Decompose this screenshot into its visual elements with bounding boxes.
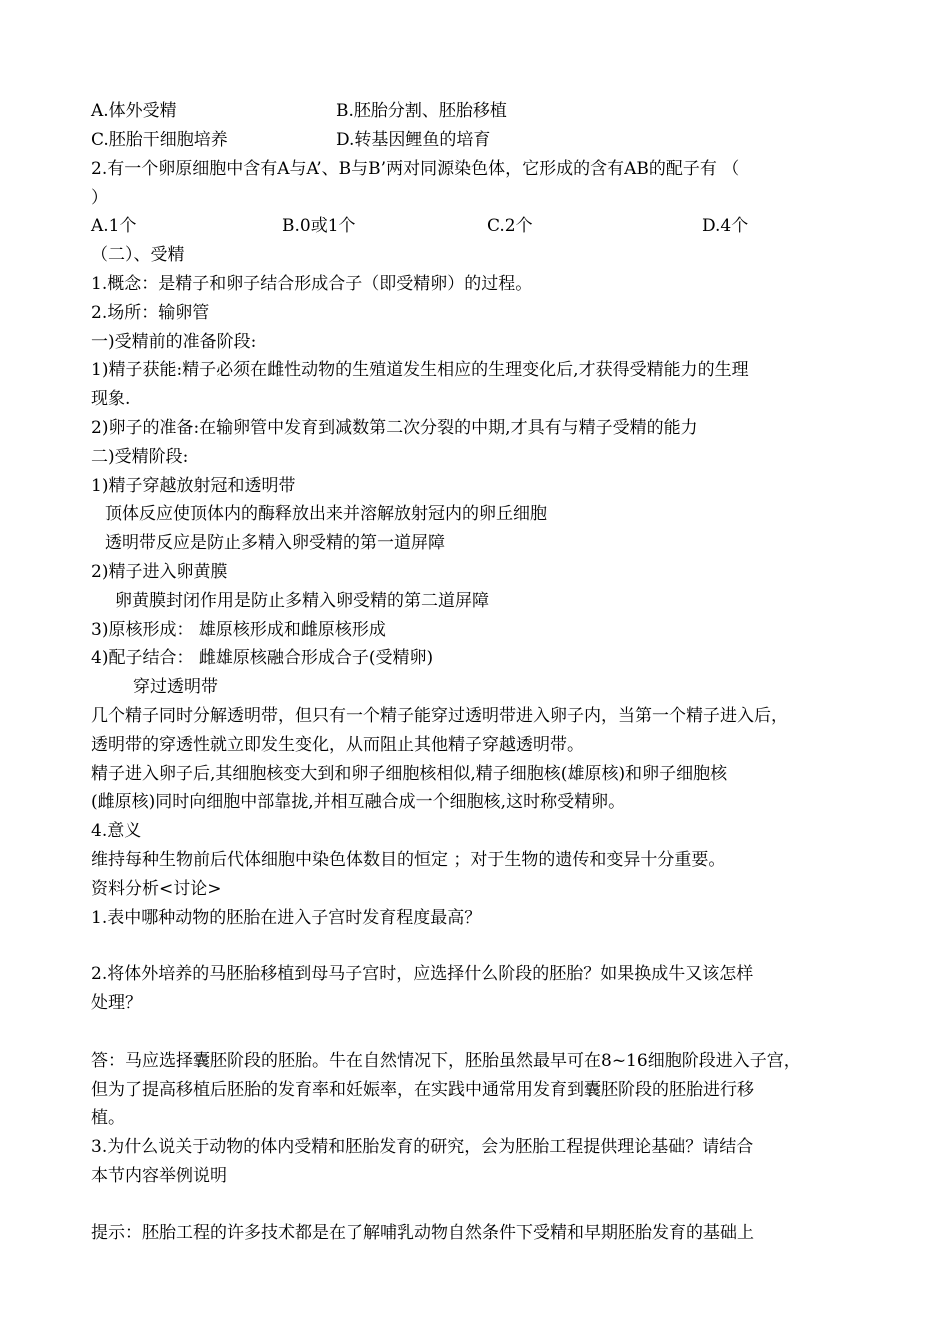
answer-2-a: 答：马应选择囊胚阶段的胚胎。牛在自然情况下，胚胎虽然最早可在8~16细胞阶段进入子宫，	[91, 1051, 801, 1071]
prep-stage-title: 一)受精前的准备阶段:	[91, 332, 257, 352]
paragraph1-line-a: 几个精子同时分解透明带，但只有一个精子能穿过透明带进入卵子内，当第一个精子进入后，	[91, 706, 788, 726]
paragraph2-line-b: (雌原核)同时向细胞中部靠拢,并相互融合成一个细胞核,这时称受精卵。	[91, 792, 626, 812]
stage2-line: 2)精子进入卵黄膜	[91, 562, 228, 582]
prep1-line-b: 现象.	[91, 389, 131, 409]
answer-2-c: 植。	[91, 1108, 125, 1128]
discussion-question-1: 1.表中哪种动物的胚胎在进入子宫时发育程度最高？	[91, 908, 482, 928]
prep1-line-a: 1)精子获能:精子必须在雌性动物的生殖道发生相应的生理变化后,才获得受精能力的生理	[91, 360, 749, 380]
through-zona-label: 穿过透明带	[133, 677, 218, 697]
q1-option-a: A.体外受精	[91, 101, 177, 121]
q1-option-c: C.胚胎干细胞培养	[91, 130, 228, 150]
q2-option-a: A.1个	[91, 216, 137, 236]
discussion-question-2-b: 处理？	[91, 993, 142, 1013]
paragraph1-line-b: 透明带的穿透性就立即发生变化，从而阻止其他精子穿越透明带。	[91, 735, 584, 755]
meaning-line: 维持每种生物前后代体细胞中染色体数目的恒定 ；对于生物的遗传和变异十分重要。	[91, 850, 726, 870]
q2-stem-end: ）	[91, 188, 108, 208]
stage4-line: 4)配子结合： 雌雄原核融合形成合子(受精卵)	[91, 648, 434, 668]
paragraph2-line-a: 精子进入卵子后,其细胞核变大到和卵子细胞核相似,精子细胞核(雄原核)和卵子细胞核	[91, 764, 728, 784]
answer-2-b: 但为了提高移植后胚胎的发育率和妊娠率，在实践中通常用发育到囊胚阶段的胚胎进行移	[91, 1080, 754, 1100]
stage2-detail: 卵黄膜封闭作用是防止多精入卵受精的第二道屏障	[115, 591, 489, 611]
hint-line: 提示：胚胎工程的许多技术都是在了解哺乳动物自然条件下受精和早期胚胎发育的基础上	[91, 1223, 754, 1243]
q2-option-b: B.0或1个	[282, 216, 356, 236]
concept-line: 1.概念：是精子和卵子结合形成合子（即受精卵）的过程。	[91, 274, 533, 294]
discussion-title: 资料分析<讨论>	[91, 879, 222, 899]
stage1-line: 1)精子穿越放射冠和透明带	[91, 476, 296, 496]
discussion-question-3-a: 3.为什么说关于动物的体内受精和胚胎发育的研究，会为胚胎工程提供理论基础？请结合	[91, 1137, 754, 1157]
q1-option-b: B.胚胎分割、胚胎移植	[336, 101, 507, 121]
stage1-detail-a: 顶体反应使顶体内的酶释放出来并溶解放射冠内的卵丘细胞	[105, 504, 547, 524]
q1-option-d: D.转基因鲤鱼的培育	[336, 130, 491, 150]
prep2-line: 2)卵子的准备:在输卵管中发育到减数第二次分裂的中期,才具有与精子受精的能力	[91, 418, 698, 438]
discussion-question-2-a: 2.将体外培养的马胚胎移植到母马子宫时，应选择什么阶段的胚胎？如果换成牛又该怎样	[91, 964, 754, 984]
place-line: 2.场所：输卵管	[91, 303, 210, 323]
section-heading-fertilization: （二）、受精	[91, 245, 185, 265]
q2-option-d: D.4个	[702, 216, 749, 236]
stage1-detail-b: 透明带反应是防止多精入卵受精的第一道屏障	[105, 533, 445, 553]
meaning-title: 4.意义	[91, 821, 142, 841]
fertilization-stage-title: 二)受精阶段:	[91, 447, 189, 467]
q2-option-c: C.2个	[487, 216, 533, 236]
q2-stem: 2.有一个卵原细胞中含有A与A’、B与B’两对同源染色体，它形成的含有AB的配子有 （	[91, 159, 740, 179]
stage3-line: 3)原核形成： 雄原核形成和雌原核形成	[91, 620, 386, 640]
discussion-question-3-b: 本节内容举例说明	[91, 1166, 227, 1186]
